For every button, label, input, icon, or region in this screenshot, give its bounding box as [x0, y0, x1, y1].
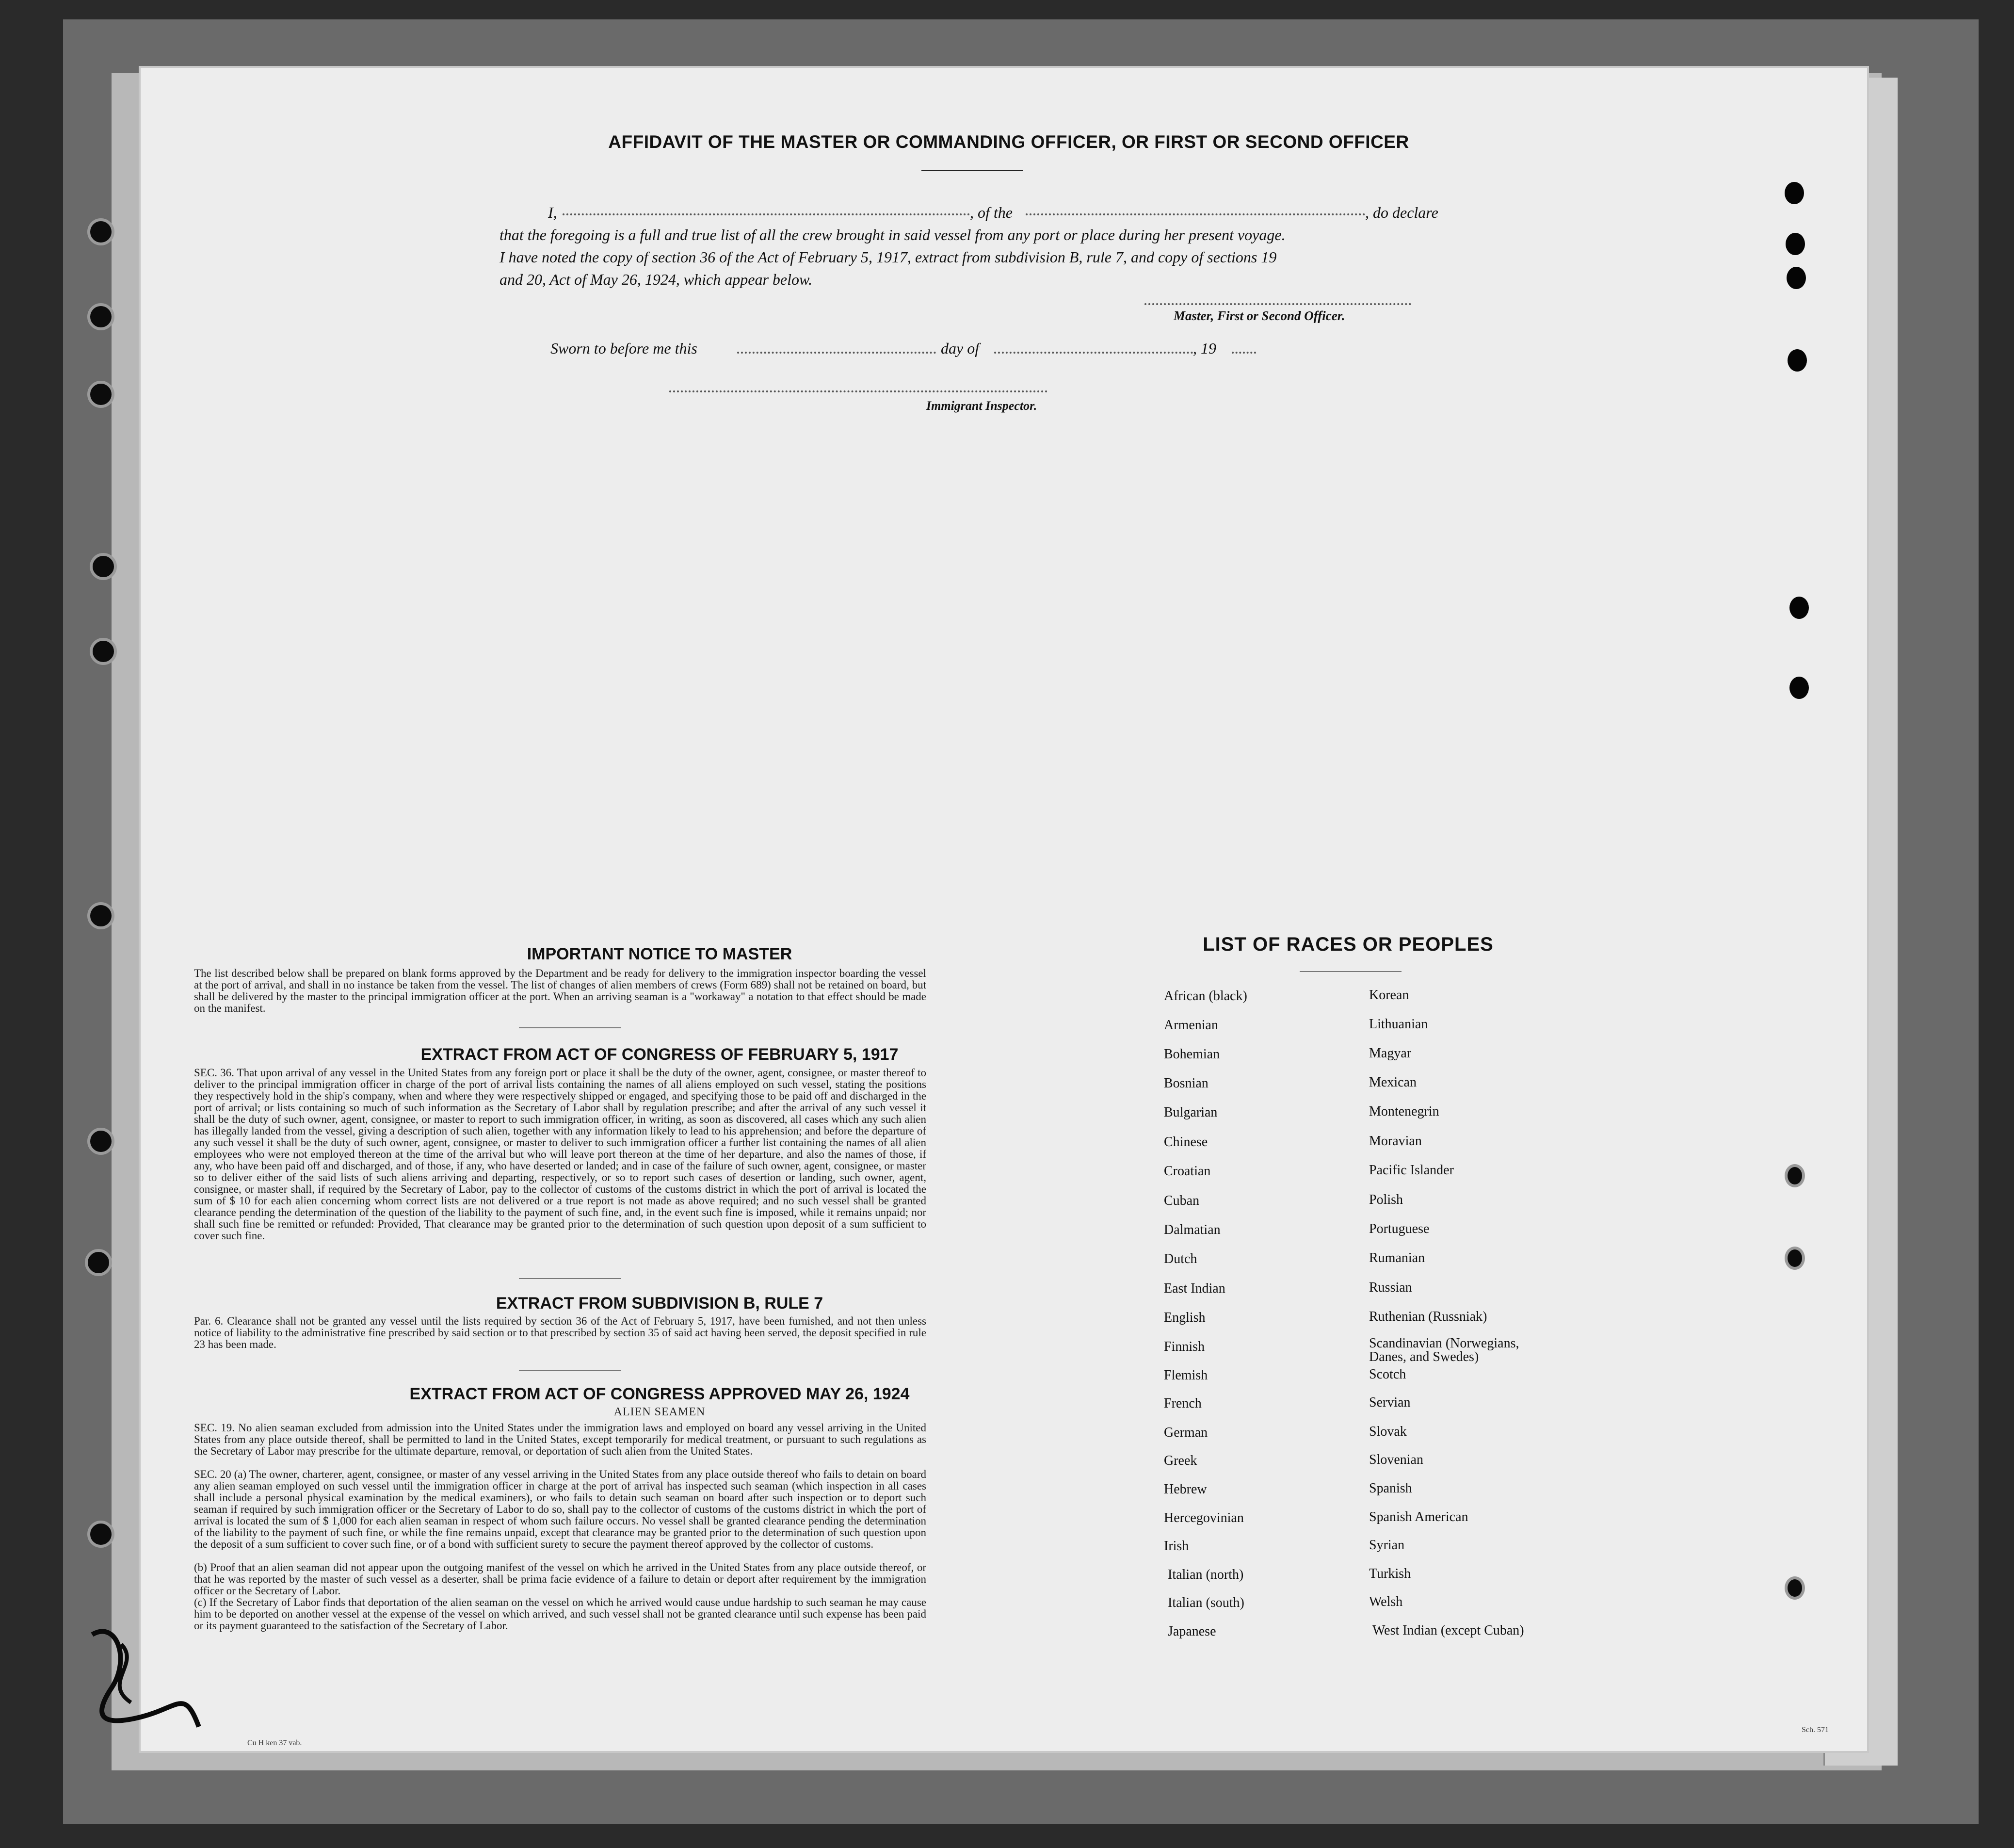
vessel-blank	[1026, 213, 1365, 215]
title-rule	[921, 170, 1023, 171]
extract-rule7-rule	[519, 1370, 621, 1371]
name-blank	[563, 213, 970, 215]
extract-1924-sec20c: (c) If the Secretary of Labor finds that deportation of the alien seaman on the vessel on which he arrived would cause undue hardship to such seaman he may cause him to be deported on another vessel at the expense of the vessel on which arrived, and such vessel shall not be granted clearance until such expense has been paid or its payment guaranteed to the satisfaction of the Secretary of Labor.	[194, 1596, 926, 1632]
binder-hole	[87, 1521, 114, 1548]
binder-hole	[1785, 182, 1804, 204]
binder-hole	[87, 1128, 114, 1155]
extract-1924-sec20a: SEC. 20 (a) The owner, charterer, agent, consignee, or master of any vessel arriving in the United States from any place outside thereof who fails to detain on board any alien seaman employed on such vessel until the immigration officer in charge at the port of arrival has inspected such seaman (which inspection in all cases shall include a personal physical examination by the medical examiners), or who fails to detain such seaman on board after such inspection or to deport such seaman if required by such immigration officer or the Secretary of Labor to do so, shall pay to the collector of customs of the customs district in which the port of arrival is located the sum of $ 1,000 for each alien seaman in respect of whom such failure occurs. No vessel shall be granted clearance pending the determination of the liability to the payment of such fine, or while the fine remains unpaid, except that clearance may be granted prior to the determination of such question upon the deposit of a sum sufficient to cover such fine, or of a bond with sufficient surety to secure the payment thereof approved by the collector of customs.	[194, 1468, 926, 1550]
race-item: Spanish American	[1369, 1509, 1468, 1524]
race-item: Hebrew	[1164, 1482, 1207, 1497]
race-item: Chinese	[1164, 1135, 1208, 1150]
affidavit-of-the: , of the	[970, 204, 1013, 221]
race-item: Polish	[1369, 1192, 1403, 1207]
master-caption: Master, First or Second Officer.	[1174, 308, 1345, 323]
race-item: Servian	[1369, 1395, 1411, 1410]
sworn-month-blank	[994, 352, 1193, 354]
footer-print-mark: Cu H ken 37 vab.	[247, 1739, 302, 1747]
race-item: Russian	[1369, 1280, 1412, 1295]
race-item: Moravian	[1369, 1134, 1422, 1149]
race-item: West Indian (except Cuban)	[1372, 1623, 1524, 1638]
affidavit-line4: and 20, Act of May 26, 1924, which appear below.	[499, 271, 812, 288]
extract-1924-title: EXTRACT FROM ACT OF CONGRESS APPROVED MAY 26, 1924	[409, 1385, 910, 1403]
binder-hole	[1785, 1576, 1805, 1600]
race-item: Turkish	[1369, 1566, 1411, 1581]
extract-1924-subtitle: ALIEN SEAMEN	[613, 1406, 706, 1418]
race-item: Flemish	[1164, 1368, 1208, 1383]
race-item: English	[1164, 1310, 1206, 1325]
race-item: Mexican	[1369, 1075, 1417, 1090]
race-item: Dalmatian	[1164, 1222, 1221, 1237]
sworn-prefix: Sworn to before me this	[550, 340, 697, 357]
notice-body: The list described below shall be prepared on blank forms approved by the Department and be ready for delivery to the immigration inspector boarding the vessel at the port of arrival, and shall in no instance be taken from the vessel. The list of changes of alien members of crews (Form 689) shall not be retained on board, but shall be delivered by the master to the principal immigration officer at the port. When an arriving seaman is a "workaway" a notation to that effect should be made on the manifest.	[194, 967, 926, 1014]
extract-1917-body: SEC. 36. That upon arrival of any vessel in the United States from any foreign port or place it shall be the duty of the owner, agent, consignee, or master thereof to deliver to the principal immigration officer in charge of the port of arrival lists containing the names of all aliens employed on such vessel, stating the positions they respectively hold in the ship's company, when and where they were respectively shipped or engaged, and specifying those to be paid off and discharged in the port of arrival; or lists containing so much of such information as the Secretary of Labor shall by regulation prescribe; and after the arrival of any such vessel it shall be the duty of such owner, agent, consignee, or master to report to such immigration officer, in writing, as soon as discovered, all cases which any such alien has illegally landed from the vessel, giving a description of such alien, together with any information likely to lead to his apprehension; and before the departure of any such vessel it shall be the duty of such owner, agent, consignee, or master to deliver to such immigration officer a further list containing the names of all alien employees who were not employed thereon at the time of the arrival but who will leave port thereon at the time of her departure, and also the names of those, if any, who have been paid off and discharged, and of those, if any, who have deserted or landed; and in case of the failure of such owner, agent, consignee, or master so to deliver either of the said lists of such aliens arriving and departing, respectively, or so to report such cases of desertion or landing, such owner, agent, consignee, or master shall, if required by the Secretary of Labor, pay to the collector of customs of the customs district in which the port of arrival is located the sum of $ 10 for each alien concerning whom correct lists are not delivered or a true report is not made as above required; and no such vessel shall be granted clearance pending the determination of the question of the liability to the payment of such fine, and, in the event such fine is imposed, while it remains unpaid; nor shall such fine be remitted or refunded: Provided, That clearance may be granted prior to the determination of such question upon deposit of a sum sufficient to cover such fine.	[194, 1067, 926, 1242]
races-title: LIST OF RACES OR PEOPLES	[1203, 934, 1494, 955]
extract-1924-sec20b: (b) Proof that an alien seaman did not appear upon the outgoing manifest of the vessel on which he arrived in the United States from any place outside thereof, or that he was reported by the master of such vessel as a deserter, shall be prima facie evidence of a failure to detain or deport after requirement by the immigration officer or the Secretary of Labor.	[194, 1561, 926, 1597]
race-item: Scotch	[1369, 1367, 1406, 1382]
extract-rule7-body: Par. 6. Clearance shall not be granted any vessel until the lists required by section 36 of the Act of February 5, 1917, have been furnished, and not then unless notice of liability to the administrative fine prescribed by said section or to that prescribed by section 35 of said act having been served, the deposit specified in rule 23 has been made.	[194, 1315, 926, 1350]
binder-hole	[87, 381, 114, 408]
master-signature-line	[1144, 303, 1411, 305]
race-item: Irish	[1164, 1539, 1189, 1554]
race-item: Japanese	[1168, 1624, 1216, 1639]
race-item: Hercegovinian	[1164, 1510, 1244, 1525]
binder-hole	[1785, 1164, 1805, 1187]
binder-hole	[1788, 349, 1807, 372]
sworn-day-of: day of	[941, 340, 980, 357]
binder-hole	[90, 638, 117, 665]
race-item: Bosnian	[1164, 1076, 1208, 1091]
binder-hole	[1786, 233, 1805, 255]
race-item: Bohemian	[1164, 1047, 1220, 1062]
binder-hole	[85, 1249, 112, 1276]
race-item: East Indian	[1164, 1281, 1225, 1296]
race-item: Armenian	[1164, 1018, 1218, 1033]
race-item: Pacific Islander	[1369, 1163, 1454, 1178]
sworn-day-blank	[737, 352, 936, 354]
notice-rule	[519, 1027, 621, 1028]
race-item: African (black)	[1164, 989, 1247, 1004]
affidavit-i: I,	[548, 204, 557, 221]
handwritten-scribble	[73, 1615, 218, 1741]
affidavit-line3: I have noted the copy of section 36 of the Act of February 5, 1917, extract from subdivision B, rule 7, and copy of sections 19	[499, 248, 1277, 266]
race-item: Scandinavian (Norwegians, Danes, and Swedes)	[1369, 1336, 1519, 1364]
footer-schedule-mark: Sch. 571	[1802, 1726, 1829, 1734]
race-item: Rumanian	[1369, 1250, 1425, 1265]
race-item: Greek	[1164, 1453, 1197, 1468]
binder-hole	[87, 218, 114, 245]
inspector-caption: Immigrant Inspector.	[926, 399, 1037, 413]
race-item: Montenegrin	[1369, 1104, 1439, 1119]
affidavit-line2: that the foregoing is a full and true list of all the crew brought in said vessel from any port or place during her present voyage.	[499, 226, 1286, 243]
sworn-year-blank	[1232, 352, 1256, 354]
race-item: Cuban	[1164, 1193, 1200, 1208]
race-item: Slovak	[1369, 1424, 1407, 1439]
race-item: Bulgarian	[1164, 1105, 1218, 1120]
sworn-year: , 19	[1193, 340, 1216, 357]
extract-1917-rule	[519, 1278, 621, 1279]
binder-hole	[1787, 267, 1806, 289]
binder-hole	[1789, 677, 1809, 699]
binder-hole	[1785, 1247, 1805, 1270]
race-item: Dutch	[1164, 1251, 1197, 1266]
race-item: Portuguese	[1369, 1221, 1430, 1236]
race-item: Magyar	[1369, 1046, 1412, 1061]
race-item: Korean	[1369, 988, 1409, 1003]
inspector-signature-line	[669, 390, 1047, 392]
race-item: Spanish	[1369, 1481, 1412, 1496]
notice-title: IMPORTANT NOTICE TO MASTER	[527, 945, 792, 963]
binder-hole	[1789, 597, 1809, 619]
race-item: Ruthenian (Russniak)	[1369, 1309, 1487, 1324]
race-item: Welsh	[1369, 1594, 1403, 1609]
race-item: Italian (north)	[1168, 1567, 1244, 1582]
binder-hole	[87, 902, 114, 929]
extract-rule7-title: EXTRACT FROM SUBDIVISION B, RULE 7	[496, 1294, 823, 1313]
binder-hole	[90, 553, 117, 580]
extract-1917-title: EXTRACT FROM ACT OF CONGRESS OF FEBRUARY 5, 1917	[420, 1045, 899, 1064]
race-item: Lithuanian	[1369, 1017, 1428, 1032]
affidavit-declare: , do declare	[1365, 204, 1438, 221]
race-item: French	[1164, 1396, 1202, 1411]
race-item: Syrian	[1369, 1538, 1405, 1553]
race-item: Finnish	[1164, 1339, 1205, 1354]
affidavit-title: AFFIDAVIT OF THE MASTER OR COMMANDING OFFICER, OR FIRST OR SECOND OFFICER	[608, 132, 1409, 152]
race-item: Slovenian	[1369, 1452, 1423, 1467]
binder-hole	[87, 303, 114, 330]
extract-1924-sec19: SEC. 19. No alien seaman excluded from admission into the United States under the immigration laws and employed on board any vessel arriving in the United States from any place outside thereof, shall be permitted to land in the United States, except temporarily for medical treatment, or pursuant to such regulations as the Secretary of Labor may prescribe for the ultimate departure, removal, or deportation of such alien from the United States.	[194, 1422, 926, 1457]
race-item: Croatian	[1164, 1164, 1211, 1179]
races-rule	[1300, 971, 1402, 972]
race-item: Italian (south)	[1168, 1595, 1244, 1610]
race-item: German	[1164, 1425, 1208, 1440]
